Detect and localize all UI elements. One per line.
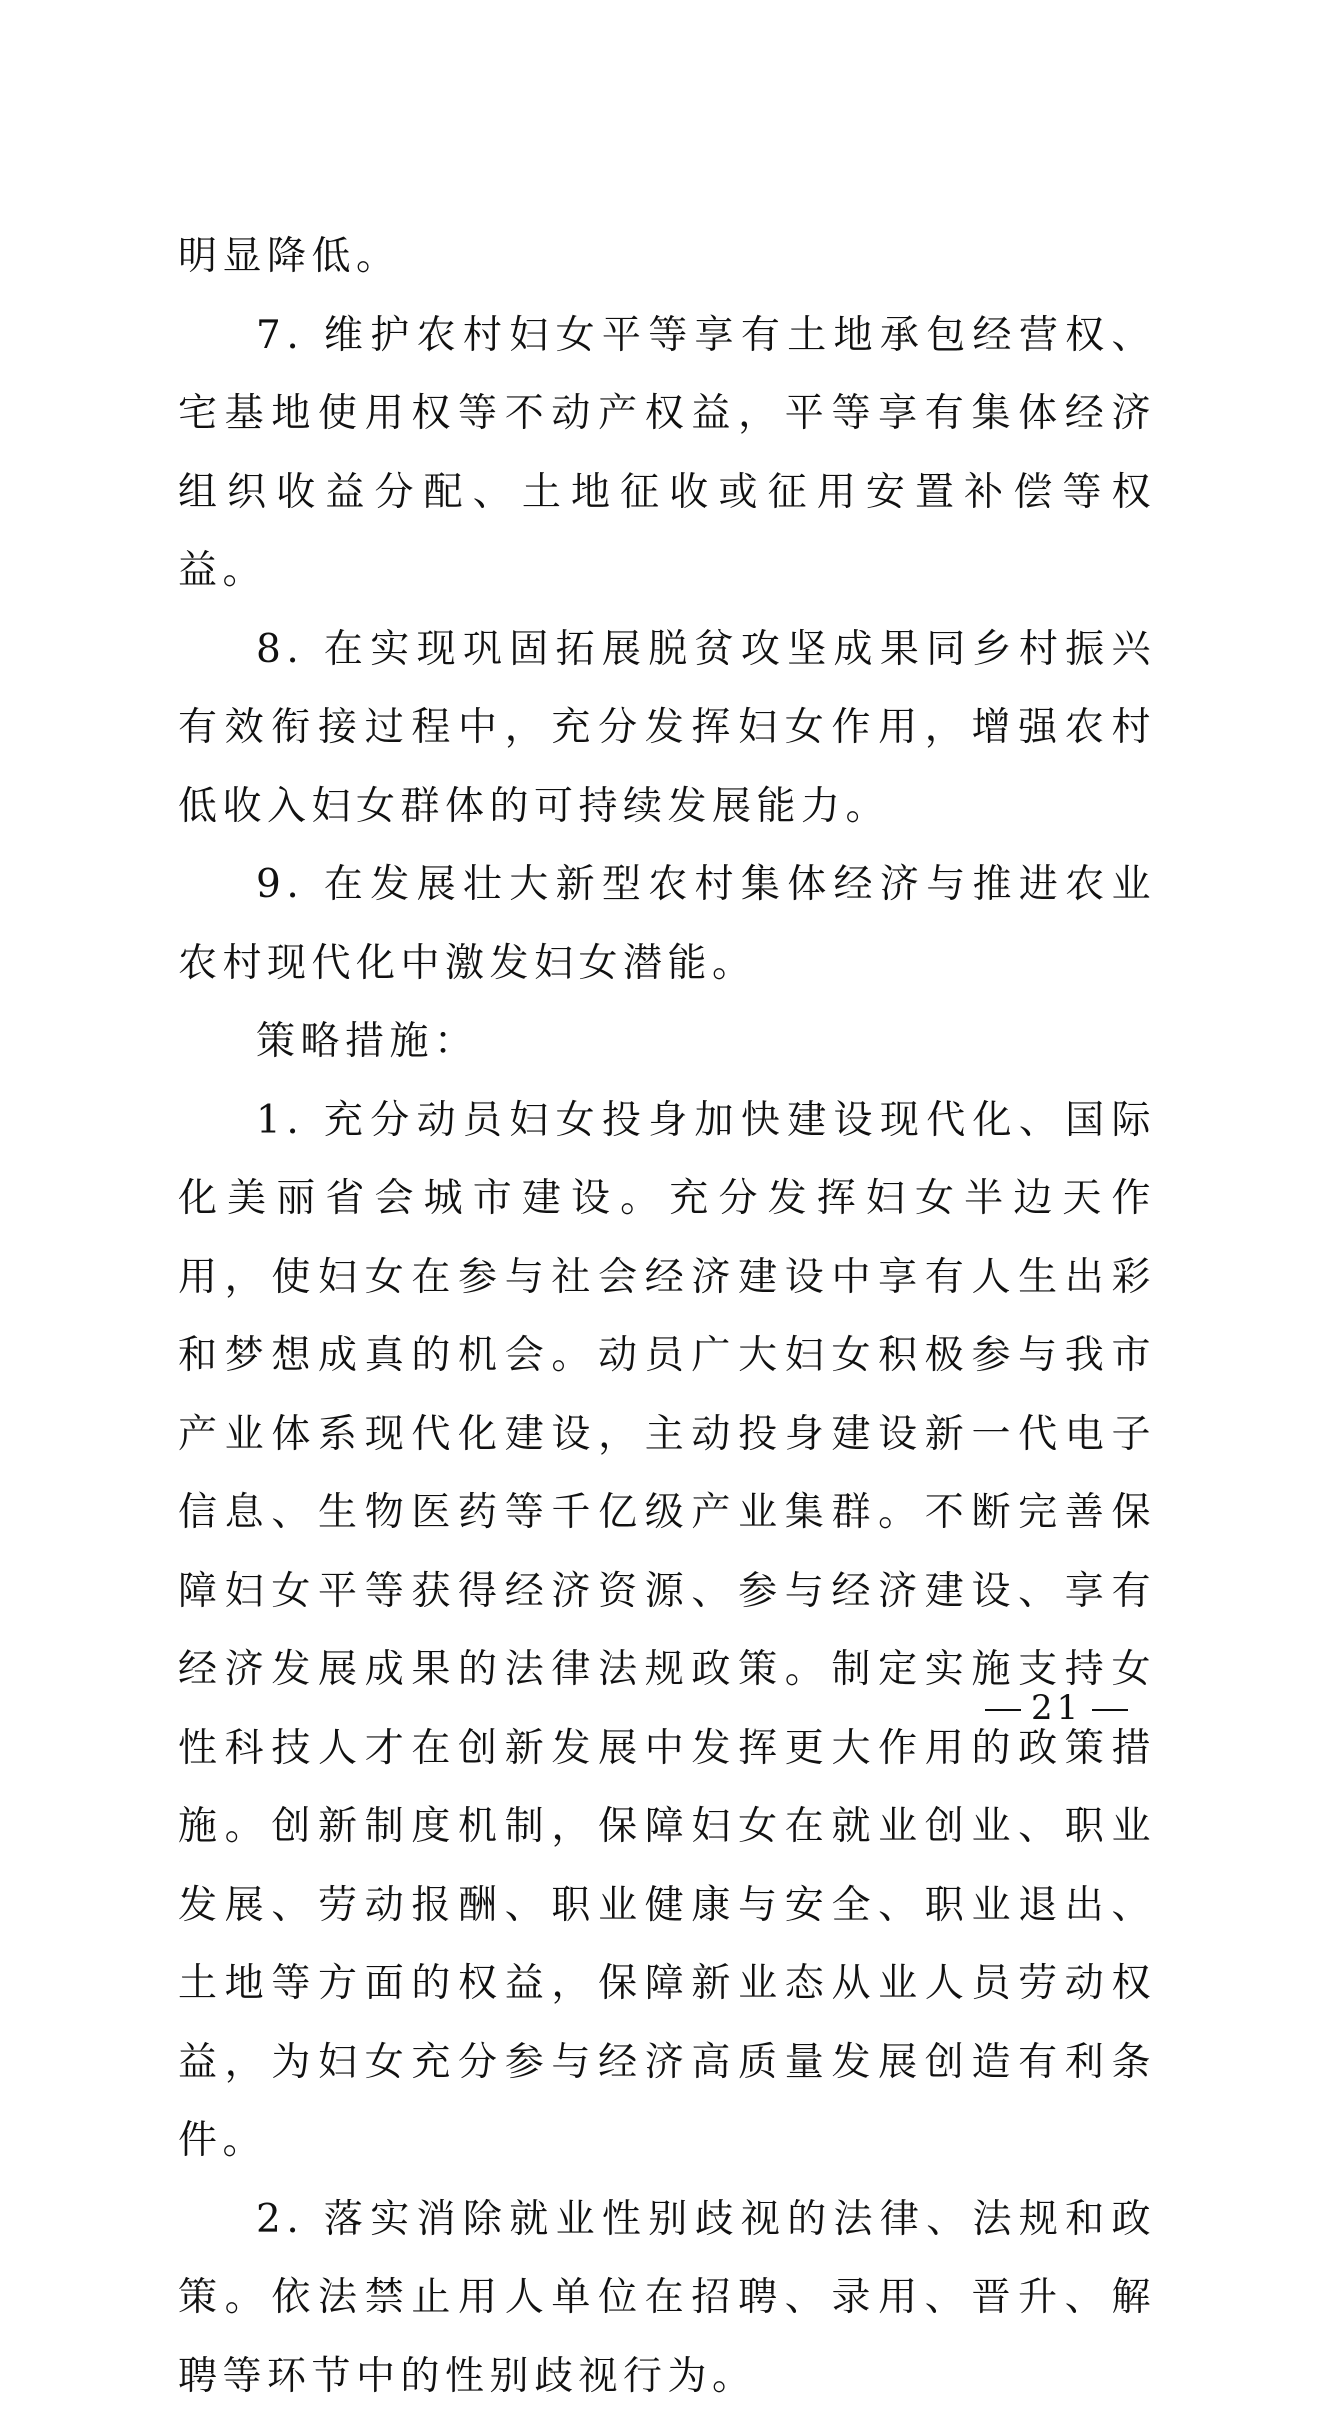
- section-heading-strategy: 策略措施：: [178, 1003, 1156, 1082]
- left-dash: [985, 1709, 1021, 1711]
- paragraph-item-8: 8. 在实现巩固拓展脱贫攻坚成果同乡村振兴有效衔接过程中，充分发挥妇女作用，增强农村低收入妇女群体的可持续发展能力。: [178, 611, 1156, 847]
- page-number-value: 21: [1031, 1688, 1082, 1728]
- body-text: [178, 218, 1156, 2416]
- paragraph-measure-1: 1. 充分动员妇女投身加快建设现代化、国际化美丽省会城市建设。充分发挥妇女半边天作用，使妇女在参与社会经济建设中享有人生出彩和梦想成真的机会。动员广大妇女积极参与我市产业体系现代化建设，主动投身建设新一代电子信息、生物医药等千亿级产业集群。不断完善保障妇女平等获得经济资源、参与经济建设、享有经济发展成果的法律法规政策。制定实施支持女性科技人才在创新发展中发挥更大作用的政策措施。创新制度机制，保障妇女在就业创业、职业发展、劳动报酬、职业健康与安全、职业退出、土地等方面的权益，保障新业态从业人员劳动权益，为妇女充分参与经济高质量发展创造有利条件。: [178, 1082, 1156, 2181]
- paragraph-item-9: 9. 在发展壮大新型农村集体经济与推进农业农村现代化中激发妇女潜能。: [178, 846, 1156, 1003]
- paragraph-item-7: 7. 维护农村妇女平等享有土地承包经营权、宅基地使用权等不动产权益，平等享有集体经济组织收益分配、土地征收或征用安置补偿等权益。: [178, 297, 1156, 611]
- paragraph-continuation: 明显降低。: [178, 218, 1156, 297]
- page-number: [975, 1688, 1138, 1728]
- right-dash: [1092, 1709, 1128, 1711]
- paragraph-measure-2: 2. 落实消除就业性别歧视的法律、法规和政策。依法禁止用人单位在招聘、录用、晋升、解聘等环节中的性别歧视行为。: [178, 2181, 1156, 2416]
